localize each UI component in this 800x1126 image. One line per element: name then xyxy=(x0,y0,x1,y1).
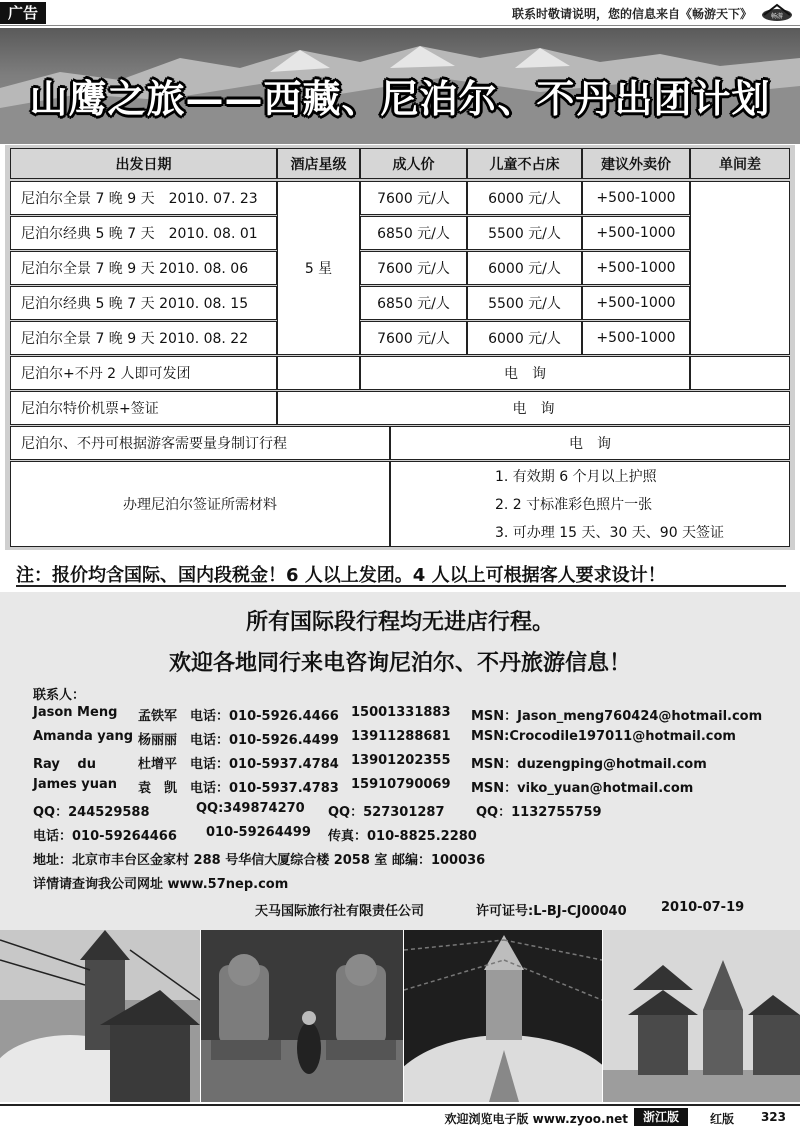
page-footer xyxy=(0,1104,800,1126)
contact-msn[interactable]: MSN：viko_yuan@hotmail.com xyxy=(471,781,694,796)
contact-name-en: Jason Meng xyxy=(33,705,118,720)
visa-requirement-item: 2. 2 寸标准彩色照片一张 xyxy=(495,497,653,513)
adult-price-cell: 6850 元/人 xyxy=(360,216,467,250)
suggested-price-cell: +500-1000 xyxy=(582,181,690,215)
extra-row-blank xyxy=(277,356,360,390)
travel-magazine-logo-icon xyxy=(760,3,794,23)
top-bar xyxy=(0,0,800,26)
contact-msn[interactable]: MSN:Crocodile197011@hotmail.com xyxy=(471,729,736,744)
fax-number: 传真：010-8825.2280 xyxy=(328,829,477,844)
contact-tel: 电话：010-5926.4466 xyxy=(190,709,339,724)
edition-badge: 浙江版 xyxy=(634,1108,688,1126)
contact-tel: 电话：010-5937.4784 xyxy=(190,757,339,772)
price-note: 注：报价均含国际、国内段税金！6 人以上发团。4 人以上可根据客人要求设计！ xyxy=(16,561,786,587)
license-number: 许可证号:L-BJ-CJ00040 xyxy=(476,904,627,919)
suggested-price-cell: +500-1000 xyxy=(582,251,690,285)
child-price-cell: 5500 元/人 xyxy=(467,216,582,250)
visa-requirement-item: 1. 有效期 6 个月以上护照 xyxy=(495,469,657,485)
qq-number: QQ：527301287 xyxy=(328,805,445,820)
ad-label: 广告 xyxy=(0,2,46,24)
contacts-label: 联系人： xyxy=(33,688,86,703)
svg-text:畅游: 畅游 xyxy=(770,13,784,20)
contact-msn[interactable]: MSN：duzengping@hotmail.com xyxy=(471,757,707,772)
suggested-price-cell: +500-1000 xyxy=(582,321,690,355)
slogan-no-shopping: 所有国际段行程均无进店行程。 xyxy=(245,610,554,635)
company-address: 地址：北京市丰台区金家村 288 号华信大厦综合楼 2058 室 邮编：100036 xyxy=(33,853,486,868)
extra-row-label: 尼泊尔特价机票+签证 xyxy=(10,391,277,425)
qq-number: QQ：1132755759 xyxy=(476,805,602,820)
adult-price-cell: 7600 元/人 xyxy=(360,321,467,355)
contact-name-cn: 孟铁军 xyxy=(138,709,178,724)
publish-date: 2010-07-19 xyxy=(661,900,745,915)
extra-row-label: 尼泊尔+不丹 2 人即可发团 xyxy=(10,356,277,390)
table-row-departure: 尼泊尔经典 5 晚 7 天 2010. 08. 15 xyxy=(10,286,277,320)
suggested-price-cell: +500-1000 xyxy=(582,216,690,250)
contact-msn[interactable]: MSN：Jason_meng760424@hotmail.com xyxy=(471,709,763,724)
title-banner xyxy=(0,28,800,144)
contact-mobile: 15001331883 xyxy=(351,705,451,720)
contact-tel: 电话：010-5937.4783 xyxy=(190,781,339,796)
header-hotel-star: 酒店星级 xyxy=(277,148,360,179)
adult-price-cell: 7600 元/人 xyxy=(360,251,467,285)
office-phone: 电话：010-59264466 xyxy=(33,829,177,844)
durbar-square-temples-photo xyxy=(603,930,800,1102)
adult-price-cell: 7600 元/人 xyxy=(360,181,467,215)
qq-number: QQ:349874270 xyxy=(196,801,305,816)
extra-row-value: 电 询 xyxy=(390,426,790,460)
visa-requirement-item: 3. 可办理 15 天、30 天、90 天签证 xyxy=(495,525,725,541)
child-price-cell: 5500 元/人 xyxy=(467,286,582,320)
boudhanath-stupa-photo xyxy=(404,930,602,1102)
contact-mobile: 13911288681 xyxy=(351,729,451,744)
contact-mobile: 13901202355 xyxy=(351,753,451,768)
visa-label: 办理尼泊尔签证所需材料 xyxy=(10,461,390,547)
company-website[interactable]: 详情请查询我公司网址 www.57nep.com xyxy=(33,877,289,892)
extra-row-label: 尼泊尔、不丹可根据游客需要量身制订行程 xyxy=(10,426,390,460)
page-number: 323 xyxy=(760,1110,786,1124)
table-row-departure: 尼泊尔全景 7 晚 9 天 2010. 07. 23 xyxy=(10,181,277,215)
single-supplement-cell xyxy=(690,181,790,355)
suggested-price-cell: +500-1000 xyxy=(582,286,690,320)
company-name: 天马国际旅行社有限责任公司 xyxy=(255,904,425,919)
header-suggested-price: 建议外卖价 xyxy=(582,148,690,179)
extra-row-blank xyxy=(690,356,790,390)
photo-strip xyxy=(0,930,800,1102)
contact-name-en: James yuan xyxy=(33,777,117,792)
source-note: 联系时敬请说明，您的信息来自《畅游天下》 xyxy=(511,7,752,21)
header-child-price: 儿童不占床 xyxy=(467,148,582,179)
stupa-prayer-flags-photo xyxy=(0,930,200,1102)
temple-guardian-statues-photo xyxy=(201,930,403,1102)
visa-requirements-list xyxy=(390,461,790,547)
contact-name-cn: 杨丽丽 xyxy=(138,733,178,748)
child-price-cell: 6000 元/人 xyxy=(467,321,582,355)
table-row-departure: 尼泊尔全景 7 晚 9 天 2010. 08. 22 xyxy=(10,321,277,355)
hotel-star-cell: 5 星 xyxy=(277,181,360,355)
footer-website-note[interactable]: 欢迎浏览电子版 www.zyoo.net xyxy=(444,1112,628,1126)
table-row-departure: 尼泊尔经典 5 晚 7 天 2010. 08. 01 xyxy=(10,216,277,250)
contact-name-en: Amanda yang xyxy=(33,729,134,744)
adult-price-cell: 6850 元/人 xyxy=(360,286,467,320)
office-phone: 010-59264499 xyxy=(206,825,311,840)
qq-number: QQ：244529588 xyxy=(33,805,150,820)
contact-name-cn: 袁 凯 xyxy=(138,781,178,796)
slogan-welcome: 欢迎各地同行来电咨询尼泊尔、不丹旅游信息！ xyxy=(168,651,631,676)
contact-mobile: 15910790069 xyxy=(351,777,451,792)
contact-name-en: Ray du xyxy=(33,757,96,772)
table-row-departure: 尼泊尔全景 7 晚 9 天 2010. 08. 06 xyxy=(10,251,277,285)
header-departure: 出发日期 xyxy=(10,148,277,179)
contact-name-cn: 杜增平 xyxy=(138,757,178,772)
header-adult-price: 成人价 xyxy=(360,148,467,179)
child-price-cell: 6000 元/人 xyxy=(467,181,582,215)
tour-price-table xyxy=(5,145,795,550)
header-single-supplement: 单间差 xyxy=(690,148,790,179)
extra-row-value: 电 询 xyxy=(360,356,690,390)
contact-tel: 电话：010-5926.4499 xyxy=(190,733,339,748)
child-price-cell: 6000 元/人 xyxy=(467,251,582,285)
extra-row-value: 电 询 xyxy=(277,391,790,425)
edition-label: 红版 xyxy=(709,1112,734,1126)
banner-title: 山鹰之旅——西藏、尼泊尔、不丹出团计划 xyxy=(29,76,771,121)
